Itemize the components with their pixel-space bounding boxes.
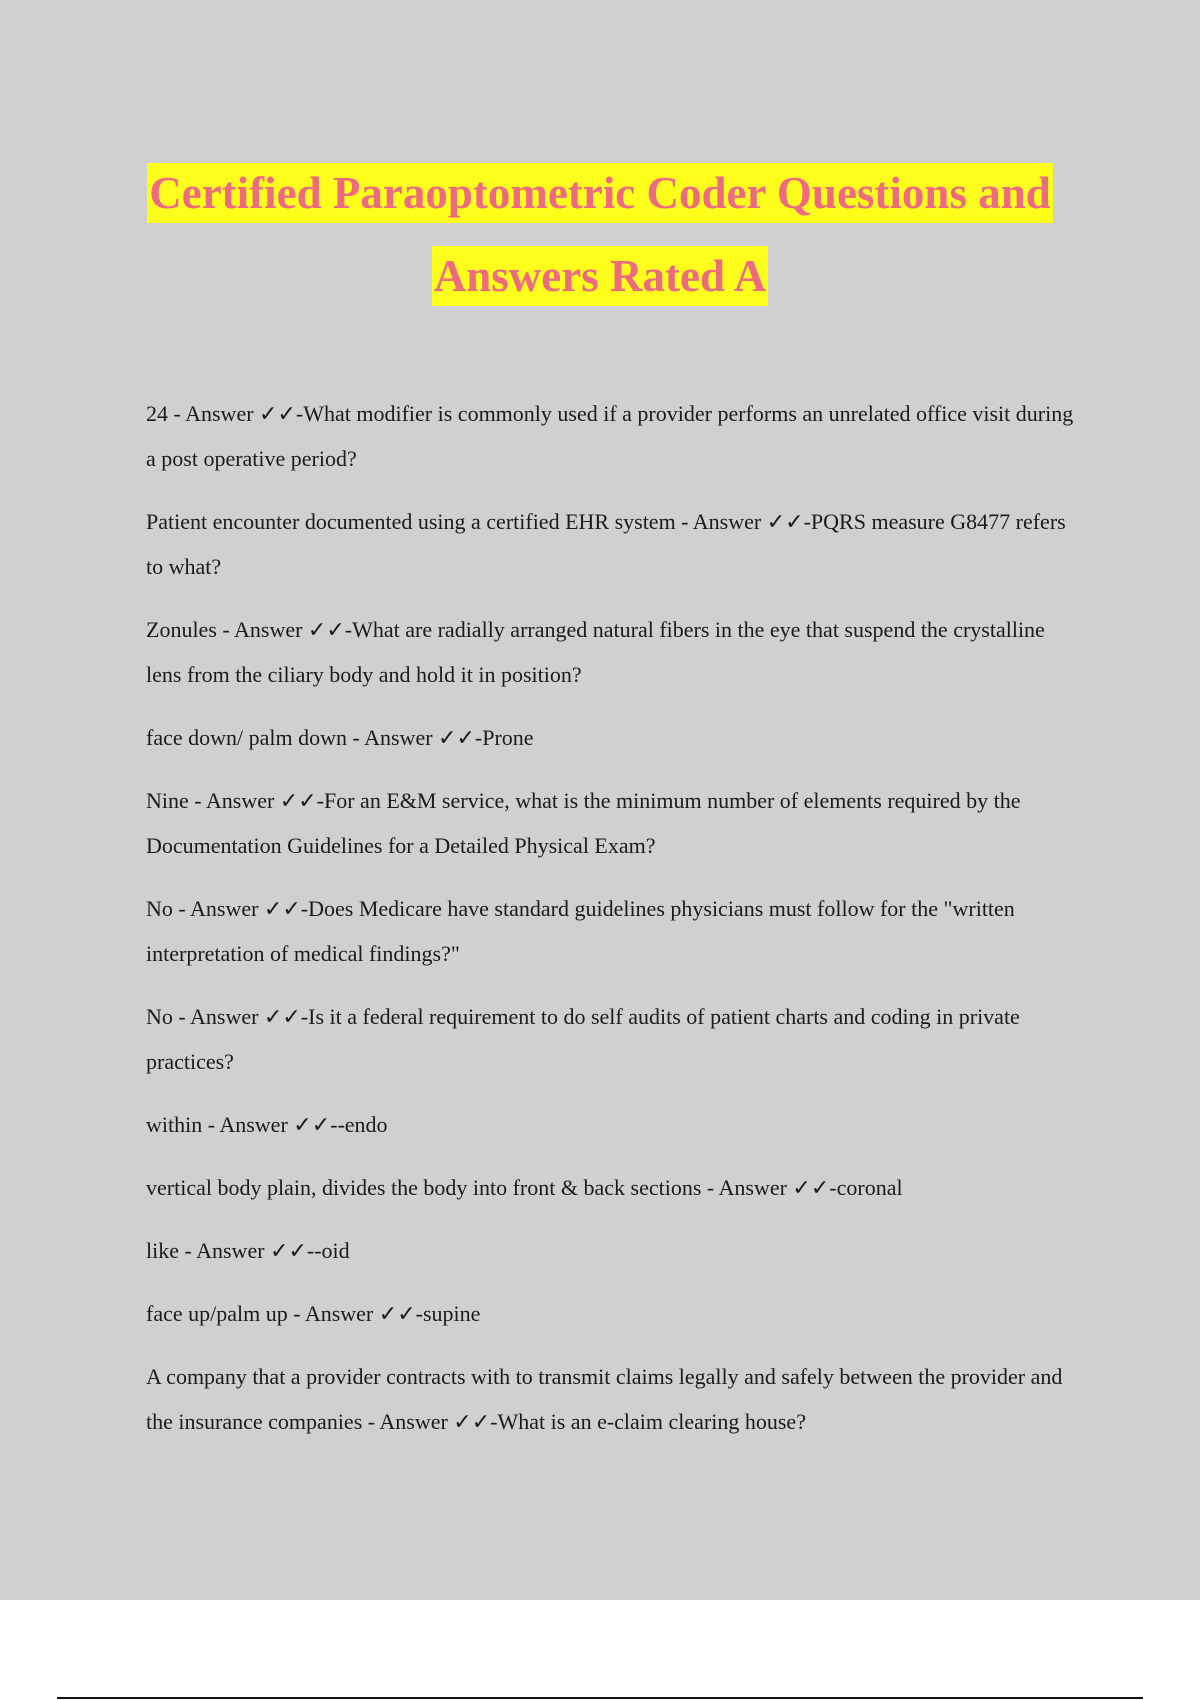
qa-item: like - Answer ✓✓--oid [146,1238,350,1263]
qa-item: Nine - Answer ✓✓-For an E&M service, what is the minimum number of elements required by the Documentation Guidelines for a Detailed Physical Exam? [146,788,1021,858]
title-line-2: Answers Rated A [432,246,769,306]
qa-item: A company that a provider contracts with to transmit claims legally and safely between the provider and the insurance companies - Answer ✓✓-What is an e-claim clearing house? [146,1364,1063,1434]
footer-divider [57,1697,1143,1699]
qa-item: face down/ palm down - Answer ✓✓-Prone [146,725,534,750]
qa-item: face up/palm up - Answer ✓✓-supine [146,1301,481,1326]
qa-item: within - Answer ✓✓--endo [146,1112,388,1137]
qa-list [146,391,1076,1462]
qa-item: Patient encounter documented using a certified EHR system - Answer ✓✓-PQRS measure G8477 refers to what? [146,509,1066,579]
document-title [0,163,1200,306]
qa-item: Zonules - Answer ✓✓-What are radially arranged natural fibers in the eye that suspend the crystalline lens from the ciliary body and hold it in position? [146,617,1045,687]
qa-item: vertical body plain, divides the body into front & back sections - Answer ✓✓-coronal [146,1175,903,1200]
qa-item: No - Answer ✓✓-Does Medicare have standard guidelines physicians must follow for the "written interpretation of medical findings?" [146,896,1015,966]
qa-item: 24 - Answer ✓✓-What modifier is commonly used if a provider performs an unrelated office visit during a post operative period? [146,401,1074,471]
title-line-1: Certified Paraoptometric Coder Questions and [147,163,1053,223]
qa-item: No - Answer ✓✓-Is it a federal requirement to do self audits of patient charts and coding in private practices? [146,1004,1020,1074]
